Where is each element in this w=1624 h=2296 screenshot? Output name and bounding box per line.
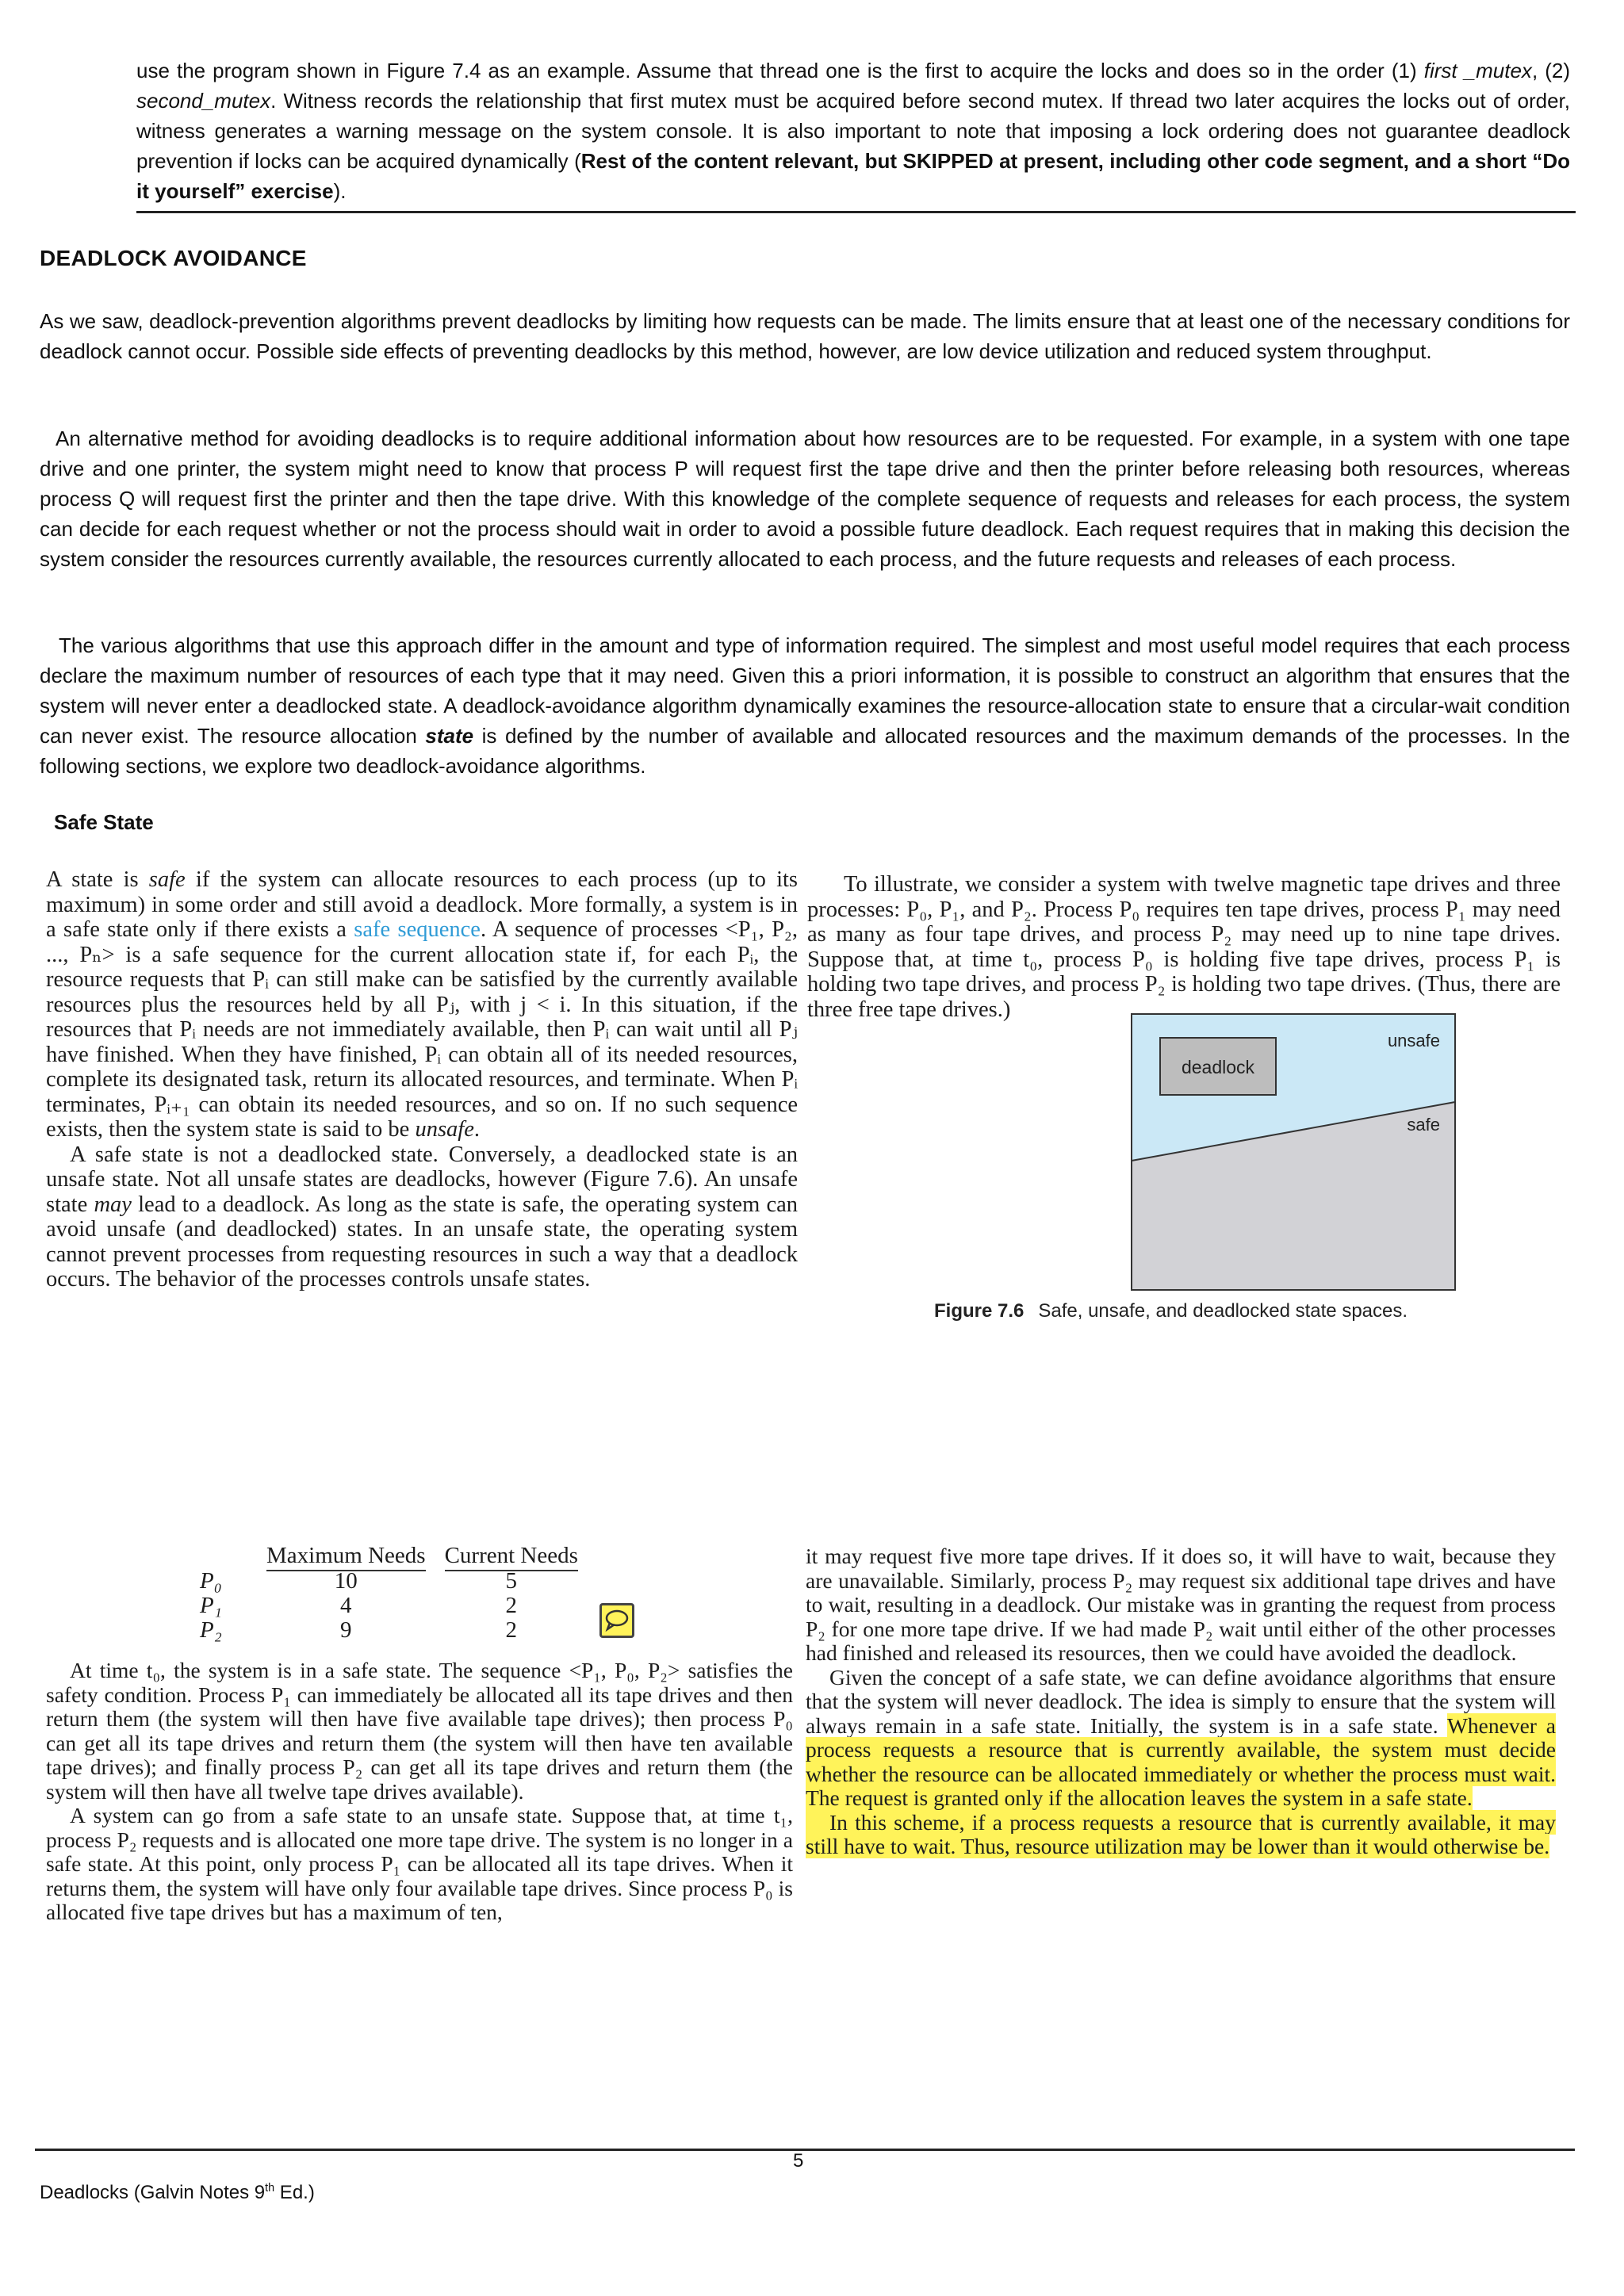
comment-icon[interactable] [599,1603,634,1638]
intro-text: . Witness records the relationship that first mutex must be acquired before second mutex. If thread two later acquires the locks out of order, witness generates a warning message on the system console. It is also important to note that imposing a lock ordering does not guarantee deadlock prevention if locks can be acquired dynamically ( [136,89,1570,173]
table-row [190,1618,588,1643]
state-space-figure [1131,1013,1456,1291]
max-needs-cell: 10 [334,1568,358,1594]
current-needs-cell: 2 [505,1617,517,1643]
safe-label: safe [1407,1115,1440,1135]
scan-text: A safe state is not a deadlocked state. Conversely, a deadlocked state is an unsafe state. Not all unsafe states are deadlocks, however (Figure 7.6). An unsafe state [46,1142,798,1217]
highlighted-text: Whenever a process requests a resource that is currently available, the system must decide whether the resource can be allocated immediately or whether the process must wait. The request is granted only if the allocation leaves the system in a safe state. [806,1712,1556,1810]
column-header: Maximum Needs [257,1543,435,1569]
process-cell: P₂ [200,1617,222,1643]
footer-title [40,2182,315,2204]
column-header: Current Needs [435,1543,588,1569]
footer-title-text: Deadlocks (Galvin Notes 9 [40,2182,266,2203]
table-row [190,1594,588,1618]
safe-term: safe [148,867,186,892]
intro-divider [136,211,1576,213]
safe-sequence-term: safe sequence [354,917,481,942]
process-cell: P₁ [200,1593,222,1618]
scan-right-column: To illustrate, we consider a system with twelve magnetic tape drives and three processes: P₀, P₁, and P₂. Process P₀ requires ten tape drives, process P₁ may need as many as four tape drives, and process P₂ may need up to nine tape drives. Suppose that, at time t₀, process P₀ is holding five tape drives, process P₁ is holding two tape drives, and process P₂ is holding two tape drives. (Thus, there are three free tape drives.) [807,872,1561,1022]
subheading-safe-state: Safe State [54,810,154,834]
state-term: state [425,724,474,748]
highlighted-text: In this scheme, if a process requests a resource that is currently available, it may still have to wait. Thus, resource utilization may be lower than it would otherwise be. [806,1809,1556,1858]
paragraph-3-text: The various algorithms that use this approach differ in the amount and type of information required. The simplest and most useful model requires that each process declare the maximum number of resources of each type that it may need. Given this a priori information, it is possible to construct an algorithm that ensures that the system will never enter a deadlocked state. A deadlock-avoidance algorithm dynamically examines the resource-allocation state to ensure that a circular-wait condition can never exist. The resource allocation [40,633,1570,748]
table-header-row [190,1543,588,1569]
scan-text: A system can go from a safe state to an unsafe state. Suppose that, at time t₁, process P₂ requests and is allocated one more tape drive. The system is no longer in a safe state. At this point, only process P₁ can be allocated all its tape drives. When it returns them, the system will have only four available tape drives. Since process P₀ is allocated five tape drives but has a maximum of ten, [46,1803,793,1924]
paragraph-2: An alternative method for avoiding deadlocks is to require additional information about how resources are to be requested. For example, in a system with one tape drive and one printer, the system might need to know that process P will request first the tape drive and then the printer before releasing both resources, whereas process Q will request first the printer and then the tape drive. With this knowledge of the complete sequence of requests and releases for each process, the system can decide for each request whether or not the process should wait in order to avoid a possible future deadlock. Each request requires that in making this decision the system consider the resources currently available, the resources currently allocated to each process, and the future requests and releases of each process. [40,427,1570,571]
paragraph-1: As we saw, deadlock-prevention algorithms prevent deadlocks by limiting how requests can be made. The limits ensure that at least one of the necessary conditions for deadlock cannot occur. Possible side effects of preventing deadlocks by this method, however, are low device utilization and reduced system throughput. [40,309,1570,363]
footer-title-text: Ed.) [274,2182,315,2203]
second-mutex-term: second_mutex [136,89,271,113]
first-mutex-term: first _mutex [1423,59,1532,82]
speech-bubble-icon [602,1605,632,1636]
scan-text: . [473,1117,480,1142]
section-heading: DEADLOCK AVOIDANCE [40,246,307,270]
scan-text: lead to a deadlock. As long as the state is safe, the operating system can avoid unsafe (and deadlocked) states. In an unsafe state, the operating system cannot prevent processes from requesting resources in such a way that a deadlock occurs. The behavior of the processes controls unsafe states. [46,1192,798,1292]
figure-caption-text: Safe, unsafe, and deadlocked state spaces. [1038,1300,1408,1322]
intro-text: use the program shown in Figure 7.4 as an example. Assume that thread one is the first to acquire the locks and does so in the order (1) [136,59,1424,82]
intro-text: ). [333,179,347,203]
page-number: 5 [793,2150,804,2172]
skipped-note: Rest of the content relevant, but SKIPPED at present, including other code segment, and a short “Do it yourself” exercise [136,149,1570,203]
max-needs-cell: 4 [340,1593,352,1618]
figure-number: Figure 7.6 [934,1300,1025,1322]
scan-left-column [46,867,798,1292]
footer-divider [35,2149,1575,2151]
scan-text: At time t₀, the system is in a safe state. The sequence <P₁, P₀, P₂> satisfies the safety condition. Process P₁ can immediately be allocated all its tape drives and then return them (the system will then have five available tape drives); then process P₀ can get all its tape drives and return them (the system will then have ten available tape drives); and finally process P₂ can get all its tape drives and return them (the system will then have all twelve tape drives available). [46,1658,793,1804]
may-term: may [94,1192,132,1217]
process-cell: P₀ [200,1568,222,1594]
max-needs-cell: 9 [340,1617,352,1643]
intro-text: , (2) [1531,59,1570,82]
highlighted-text-indent [806,1810,829,1835]
needs-table [190,1543,588,1643]
scan-text: . A sequence of processes <P₁, P₂, ..., Pₙ> is a safe sequence for the current allocation state if, for each Pᵢ, the resource requests that Pᵢ can still make can be satisfied by the currently available resources plus the resources held by all Pⱼ, with j < i. In this situation, if the resources that Pᵢ needs are not immediately available, then Pᵢ can wait until all Pⱼ have finished. When they have finished, Pᵢ can obtain all of its needed resources, complete its designated task, return its allocated resources, and terminate. When Pᵢ terminates, Pᵢ₊₁ can obtain its needed resources, and so on. If no such sequence exists, then the system state is said to be [46,917,798,1142]
scan-text: if the system can allocate resources to each process (up to its maximum) in some order and still avoid a deadlock. More formally, a system is in a safe state only if there exists a [46,867,798,942]
scan-bottom-left [46,1659,793,1925]
paragraph-3 [40,630,1570,781]
scan-text: Given the concept of a safe state, we can define avoidance algorithms that ensure that the system will never deadlock. The idea is simply to ensure that the system will always remain in a safe state. Initially, the system is in a safe state. [806,1664,1556,1738]
table-row [190,1569,588,1594]
deadlock-label: deadlock [1181,1057,1255,1077]
current-needs-cell: 2 [505,1593,517,1618]
footer-title-sup: th [265,2182,275,2195]
paragraph-3-text: is defined by the number of available and allocated resources and the maximum demands of the processes. In the following sections, we explore two deadlock-avoidance algorithms. [40,724,1571,778]
scan-text: A state is [46,867,149,892]
current-needs-cell: 5 [505,1568,517,1594]
intro-paragraph [136,55,1570,206]
unsafe-label: unsafe [1387,1031,1440,1050]
unsafe-term: unsafe [415,1117,474,1142]
figure-caption [934,1300,1408,1322]
scan-text: it may request five more tape drives. If it does so, it will have to wait, because they are unavailable. Similarly, process P₂ may request six additional tape drives and have to wait, resulting in a deadlock. Our mistake was in granting the request from process P₂ for one more tape drive. If we had made P₂ wait until either of the other processes had finished and released its resources, then we could have avoided the deadlock. [806,1544,1556,1665]
scan-bottom-right [806,1544,1556,1859]
